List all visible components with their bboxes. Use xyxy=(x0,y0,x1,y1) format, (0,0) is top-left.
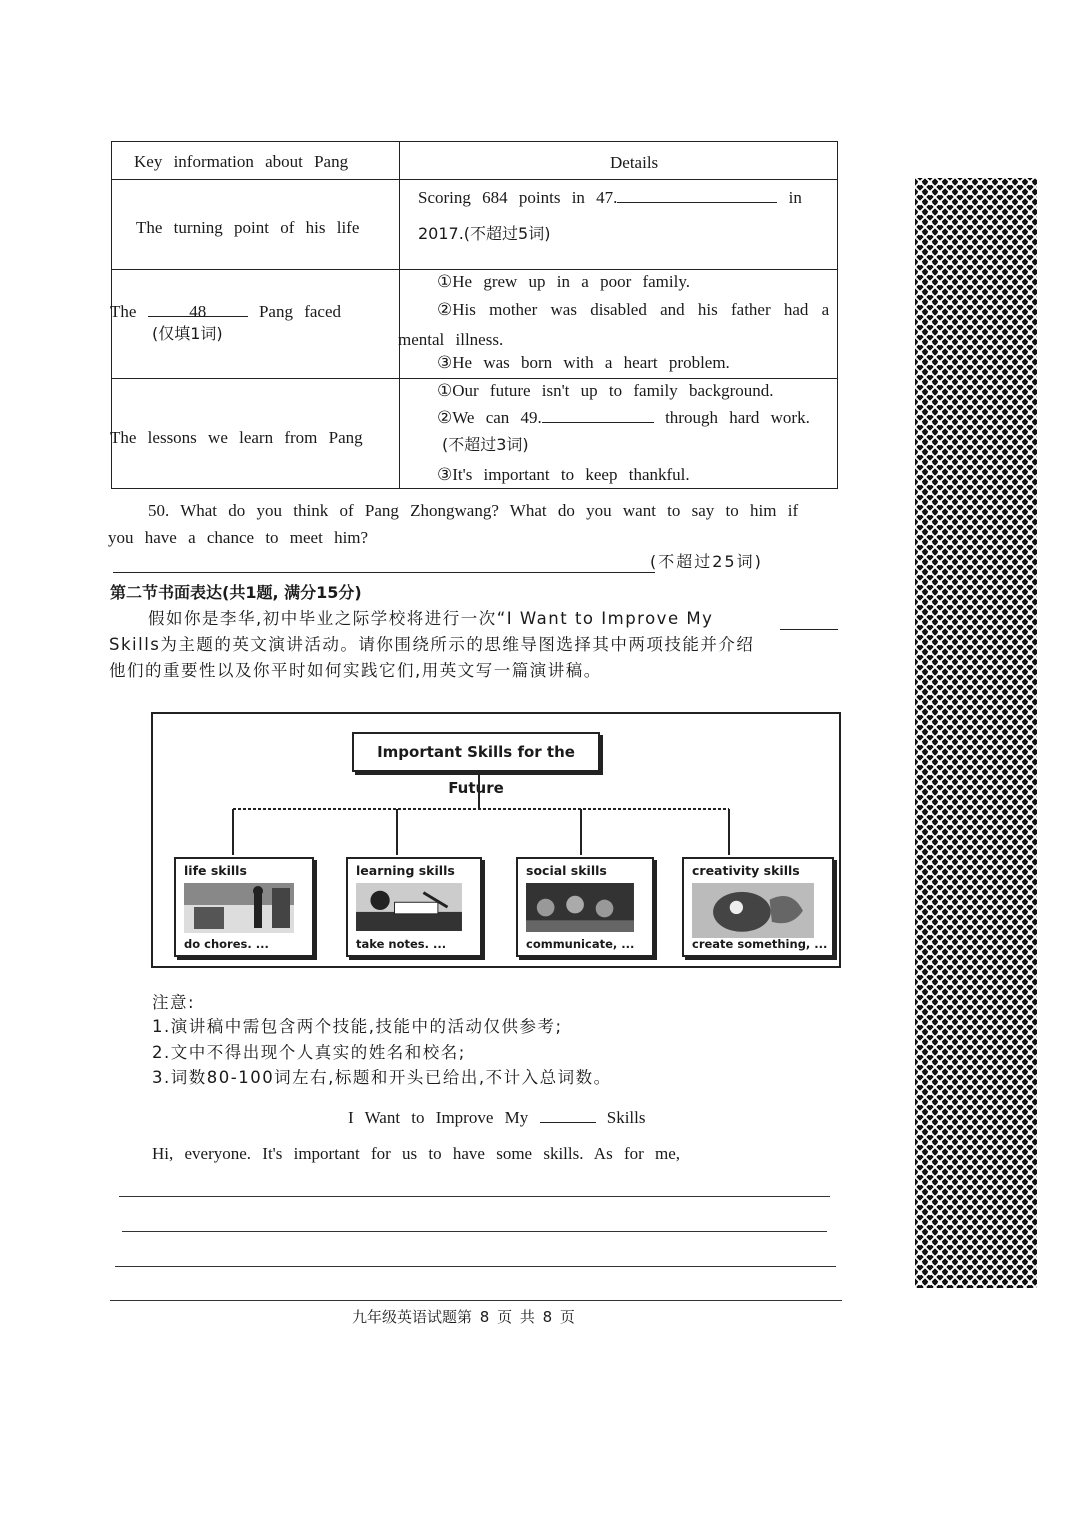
skill-title: creativity skills xyxy=(692,863,800,878)
note-item-1: 1.演讲稿中需包含两个技能,技能中的活动仅供参考; xyxy=(152,1017,563,1036)
binding-strip-decoration xyxy=(915,178,1037,1288)
row2-item-3: ③He was born with a heart problem. xyxy=(437,353,730,372)
writing-line[interactable] xyxy=(115,1266,836,1267)
note-item-2: 2.文中不得出现个人真实的姓名和校名; xyxy=(152,1043,466,1062)
table-header-key: Key information about Pang xyxy=(134,152,349,171)
section2-line3: 他们的重要性以及你平时如何实践它们,用英文写一篇演讲稿。 xyxy=(109,661,602,680)
note-item-3: 3.词数80-100词左右,标题和开头已给出,不计入总词数。 xyxy=(152,1068,612,1087)
skill-title: life skills xyxy=(184,863,247,878)
row3-item-3: ③It's important to keep thankful. xyxy=(437,465,690,484)
q50-limit: (不超过25词) xyxy=(650,552,763,571)
table-row-divider xyxy=(112,179,837,180)
row3-item-1: ①Our future isn't up to family background. xyxy=(437,381,774,400)
skill-title: learning skills xyxy=(356,863,455,878)
row2-key: The 48 Pang faced xyxy=(110,298,341,326)
section2-blank xyxy=(780,629,838,630)
q50-line2: you have a chance to meet him? xyxy=(108,528,369,547)
notes-title: 注意: xyxy=(152,993,196,1012)
skill-title: social skills xyxy=(526,863,607,878)
chores-illustration xyxy=(184,883,294,933)
answer-blank-49[interactable] xyxy=(542,404,654,423)
skill-card-social xyxy=(516,857,654,957)
skill-activity: do chores. ... xyxy=(184,937,269,951)
essay-title: I Want to Improve My Skills xyxy=(348,1104,646,1132)
answer-blank-47[interactable] xyxy=(617,184,777,203)
row1-key: The turning point of his life xyxy=(136,218,360,237)
skill-card-life xyxy=(174,857,314,957)
section2-heading: 第二节书面表达(共1题, 满分15分) xyxy=(110,583,362,602)
table-header-details: Details xyxy=(610,153,659,172)
skill-activity: take notes. ... xyxy=(356,937,447,951)
row2-item-1: ①He grew up in a poor family. xyxy=(437,272,690,291)
row1-detail-line2: 2017.(不超过5词) xyxy=(418,224,551,243)
row3-key: The lessons we learn from Pang xyxy=(110,428,363,447)
skill-activity: communicate, ... xyxy=(526,937,635,951)
skill-activity: create something, ... xyxy=(692,937,828,951)
footer-rule xyxy=(110,1300,842,1301)
row2-key-note: (仅填1词) xyxy=(152,324,223,343)
row2-item-2-cont: mental illness. xyxy=(398,330,504,349)
row2-item-2: ②His mother was disabled and his father had a xyxy=(437,300,830,319)
q50-answer-line[interactable] xyxy=(113,572,655,573)
row3-item-2: ②We can 49. through hard work. xyxy=(437,404,810,432)
essay-opening: Hi, everyone. It's important for us to have some skills. As for me, xyxy=(152,1144,681,1163)
create-illustration xyxy=(692,883,814,938)
skill-card-creativity xyxy=(682,857,834,957)
q50-line1: 50. What do you think of Pang Zhongwang? What do you want to say to him if xyxy=(148,501,799,520)
table-column-divider xyxy=(399,142,400,488)
section2-line1: 假如你是李华,初中毕业之际学校将进行一次“I Want to Improve My xyxy=(148,609,714,628)
communicate-illustration xyxy=(526,883,634,932)
mind-map xyxy=(151,712,841,968)
mind-map-root: Important Skills for the Future xyxy=(352,732,600,772)
info-table xyxy=(111,141,838,489)
answer-blank-48[interactable]: 48 xyxy=(148,298,248,317)
writing-line[interactable] xyxy=(122,1231,827,1232)
notes-illustration xyxy=(356,883,462,931)
row3-item-2-note: (不超过3词) xyxy=(442,435,529,454)
page-footer: 九年级英语试题第 8 页 共 8 页 xyxy=(352,1308,575,1326)
essay-title-blank[interactable] xyxy=(540,1104,596,1123)
skill-card-learning xyxy=(346,857,482,957)
row1-detail: Scoring 684 points in 47. in xyxy=(418,184,802,212)
writing-line[interactable] xyxy=(119,1196,830,1197)
section2-line2: Skills为主题的英文演讲活动。请你围绕所示的思维导图选择其中两项技能并介绍 xyxy=(109,635,755,654)
